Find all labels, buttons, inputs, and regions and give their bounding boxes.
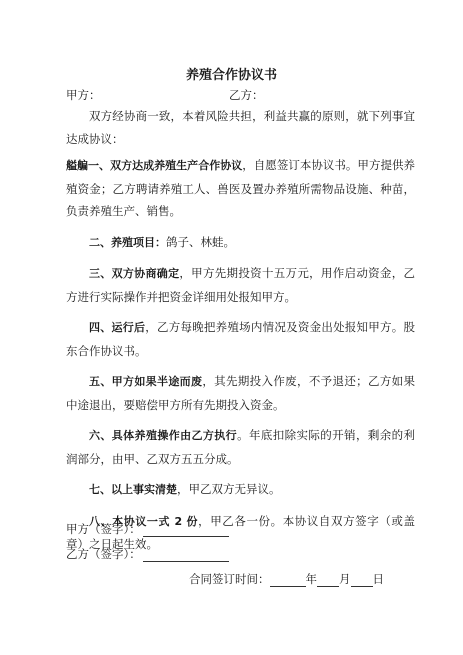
clause-5-heading: 五、甲方如果半途而废 (89, 375, 203, 388)
party-b-label: 乙方： (229, 88, 264, 102)
clause-6-text: 。年底扣除实际的开销，剩余的利润部分，由甲、乙双方五五分成。 (66, 428, 416, 466)
signature-b-label: 乙方（签字）： (66, 547, 141, 561)
signature-a-line (143, 524, 229, 537)
clause-1-text: ，自愿签订本协议书。甲方提供养殖资金；乙方聘请养殖工人、兽医及置办养殖所需物品设施、种苗，负责养殖生产、销售。 (66, 158, 415, 218)
clause-4-text: ，乙方每晚把养殖场内情况及资金出处报知甲方。股东合作协议书。 (66, 320, 416, 358)
clause-1 (66, 154, 415, 223)
clause-8-heading: 八、本协议一式 2 份 (89, 514, 199, 528)
clause-2-text: 鸽子、林蛙。 (166, 234, 235, 249)
party-a-label: 甲方： (66, 88, 101, 102)
signing-date (189, 571, 384, 587)
year-label: 年 (305, 572, 317, 586)
clause-5-text: ，其先期投入作废，不予退还；乙方如果中途退出，要赔偿甲方所有先期投入资金。 (66, 374, 416, 412)
date-prefix: 合同签订时间： (189, 572, 270, 586)
signature-party-b (66, 546, 229, 562)
clause-7-heading: 七、以上事实清楚 (89, 483, 177, 496)
clause-3 (66, 262, 415, 308)
clause-6-heading: 六、具体养殖操作由乙方执行 (89, 429, 238, 442)
clause-6 (66, 424, 415, 470)
signature-b-line (143, 549, 229, 562)
year-blank (270, 574, 306, 587)
signature-party-a (66, 521, 229, 537)
clause-3-heading: 三、双方协商确定 (89, 267, 180, 280)
clause-2 (66, 231, 415, 255)
clause-3-text: ，甲方先期投资十五万元，用作启动资金，乙方进行实际操作并把资金详细用处报知甲方。 (66, 266, 416, 304)
signature-a-label: 甲方（签字）： (66, 522, 141, 536)
document-title: 养殖合作协议书 (185, 68, 277, 83)
day-blank (351, 574, 373, 587)
clause-5 (66, 370, 415, 416)
clause-8-text: ，甲乙各一份。本协议自双方签字（或盖章）之日起生效。 (66, 513, 416, 551)
month-blank (317, 574, 339, 587)
day-label: 日 (372, 572, 384, 586)
clause-7-text: ，甲乙双方无异议。 (177, 482, 281, 496)
clause-1-heading: 艗艑一、双方达成养殖生产合作协议 (66, 159, 243, 172)
clause-2-heading: 二、养殖项目： (89, 235, 166, 249)
intro-paragraph: 双方经协商一致，本着风险共担，利益共赢的原则，就下列事宜达成协议： (66, 109, 415, 146)
agreement-body (66, 105, 415, 564)
month-label: 月 (339, 572, 351, 586)
clause-4-heading: 四、运行后 (89, 321, 146, 334)
clause-7 (66, 478, 415, 502)
clause-4 (66, 316, 415, 362)
parties-row (66, 87, 415, 103)
